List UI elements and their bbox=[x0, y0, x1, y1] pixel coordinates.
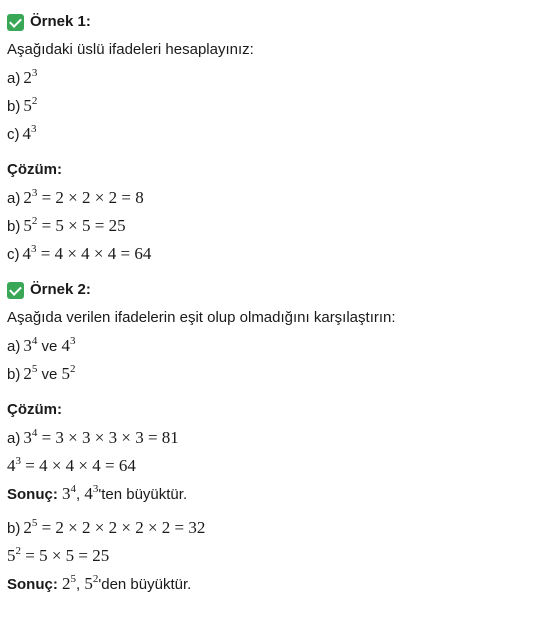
example-1-heading bbox=[7, 8, 553, 36]
result-line: Sonuç: $2^5$, $5^2'den$ büyüktür. bbox=[7, 573, 192, 593]
solution-line: $4^3 = 4 \times 4 \times 4 = 64$ bbox=[7, 455, 136, 475]
example-1-instruction: Aşağıdaki üslü ifadeleri hesaplayınız: bbox=[7, 41, 254, 58]
exercise-item: b) $5^2$ bbox=[7, 95, 38, 115]
solution-heading: Çözüm: bbox=[7, 161, 62, 178]
solution-line: b) $2^5 = 2 \times 2 \times 2 \times 2 \times 2 = 32$ bbox=[7, 517, 206, 537]
solution-line: c) $4^3 = 4 \times 4 \times 4 = 64$ bbox=[7, 243, 152, 263]
solution-line: $5^2 = 5 \times 5 = 25$ bbox=[7, 545, 110, 565]
solution-line: a) $3^4 = 3 \times 3 \times 3 \times 3 = 81$ bbox=[7, 427, 179, 447]
exercise-item: a) $3^4$ ve $4^3$ bbox=[7, 335, 76, 355]
example-2-heading bbox=[7, 276, 553, 304]
solution-heading: Çözüm: bbox=[7, 401, 62, 418]
solution-line: b) $5^2 = 5 \times 5 = 25$ bbox=[7, 215, 126, 235]
example-2-instruction: Aşağıda verilen ifadelerin eşit olup olmadığını karşılaştırın: bbox=[7, 309, 396, 326]
check-mark-icon bbox=[7, 282, 24, 299]
result-line: Sonuç: $3^4$, $4^3'ten$ büyüktür. bbox=[7, 483, 188, 503]
exercise-item: b) $2^5$ ve $5^2$ bbox=[7, 363, 76, 383]
example-1-title: Örnek 1: bbox=[30, 13, 91, 30]
solution-line: a) $2^3 = 2 \times 2 \times 2 = 8$ bbox=[7, 187, 144, 207]
check-mark-icon bbox=[7, 14, 24, 31]
exercise-item: a) $2^3$ bbox=[7, 67, 38, 87]
exercise-item: c) $4^3$ bbox=[7, 123, 37, 143]
example-2-title: Örnek 2: bbox=[30, 281, 91, 298]
